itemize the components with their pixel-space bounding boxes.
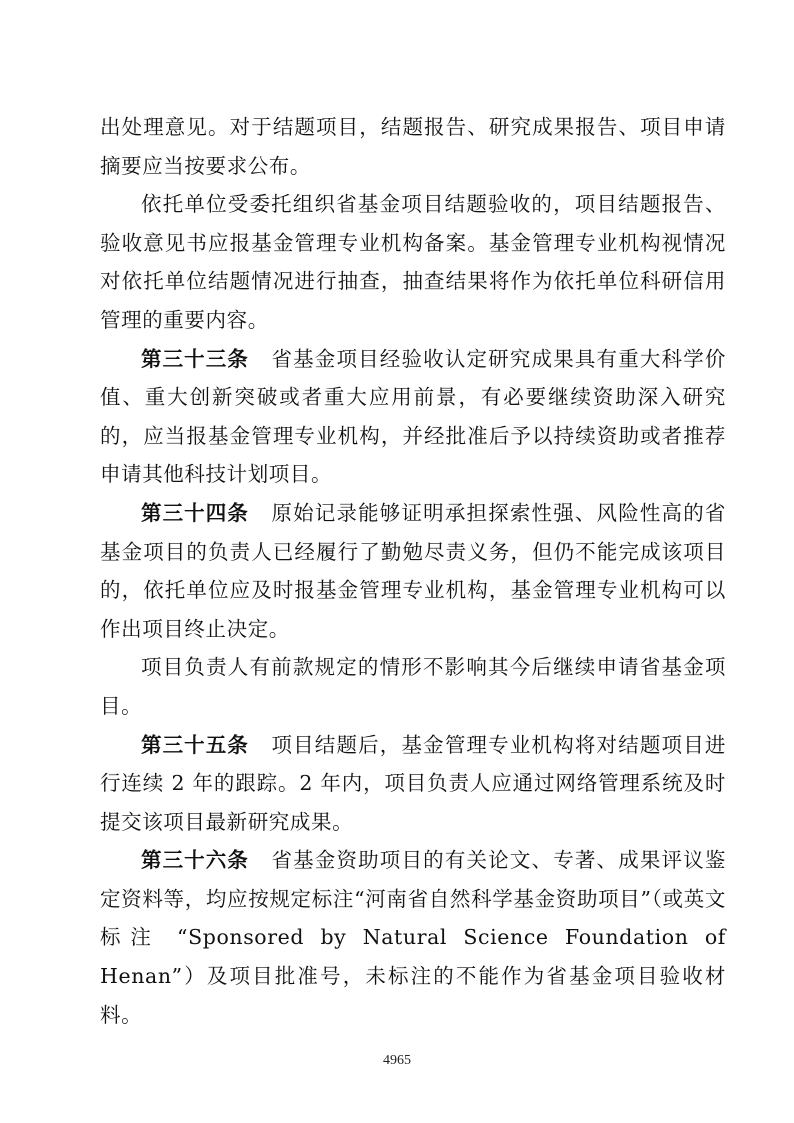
article-36 xyxy=(100,841,726,1034)
article-heading: 第三十三条 xyxy=(141,346,249,371)
page-number: 4965 xyxy=(383,1053,411,1068)
article-33 xyxy=(100,340,726,494)
paragraph-1 xyxy=(100,108,726,185)
paragraph-text: 项目结题后，基金管理专业机构将对结题项目进行连续 2 年的跟踪。2 年内，项目负责人应通过网络管理系统及时提交该项目最新研究成果。 xyxy=(100,732,727,834)
article-heading: 第三十六条 xyxy=(141,848,249,873)
paragraph-5 xyxy=(100,648,726,725)
paragraph-text: 原始记录能够证明承担探索性强、风险性高的省基金项目的负责人已经履行了勤勉尽责义务，但仍不能完成该项目的，依托单位应及时报基金管理专业机构，基金管理专业机构可以作出项目终止决定。 xyxy=(100,500,727,641)
article-35 xyxy=(100,726,726,842)
body-text xyxy=(100,108,726,1034)
article-heading: 第三十四条 xyxy=(141,500,249,525)
paragraph-text: 项目负责人有前款规定的情形不影响其今后继续申请省基金项目。 xyxy=(100,655,726,718)
paragraph-text: 依托单位受委托组织省基金项目结题验收的，项目结题报告、验收意见书应报基金管理专业机构备案。基金管理专业机构视情况对依托单位结题情况进行抽查，抽查结果将作为依托单位科研信用管理的重要内容。 xyxy=(100,192,726,332)
article-34 xyxy=(100,494,726,648)
paragraph-2 xyxy=(100,185,726,339)
paragraph-text: 省基金项目经验收认定研究成果具有重大科学价值、重大创新突破或者重大应用前景，有必要继续资助深入研究的，应当报基金管理专业机构，并经批准后予以持续资助或者推荐申请其他科技计划项目。 xyxy=(100,346,727,487)
paragraph-text: 出处理意见。对于结题项目，结题报告、研究成果报告、项目申请摘要应当按要求公布。 xyxy=(100,115,726,178)
article-heading: 第三十五条 xyxy=(141,732,249,757)
paragraph-text: 省基金资助项目的有关论文、专著、成果评议鉴定资料等，均应按规定标注“河南省自然科学基金资助项目”（或英文标注 “Sponsored by Natural Science Foundation of Henan”）及项目批准号，未标注的不能作为省基金项目验收材料。 xyxy=(100,848,727,1027)
